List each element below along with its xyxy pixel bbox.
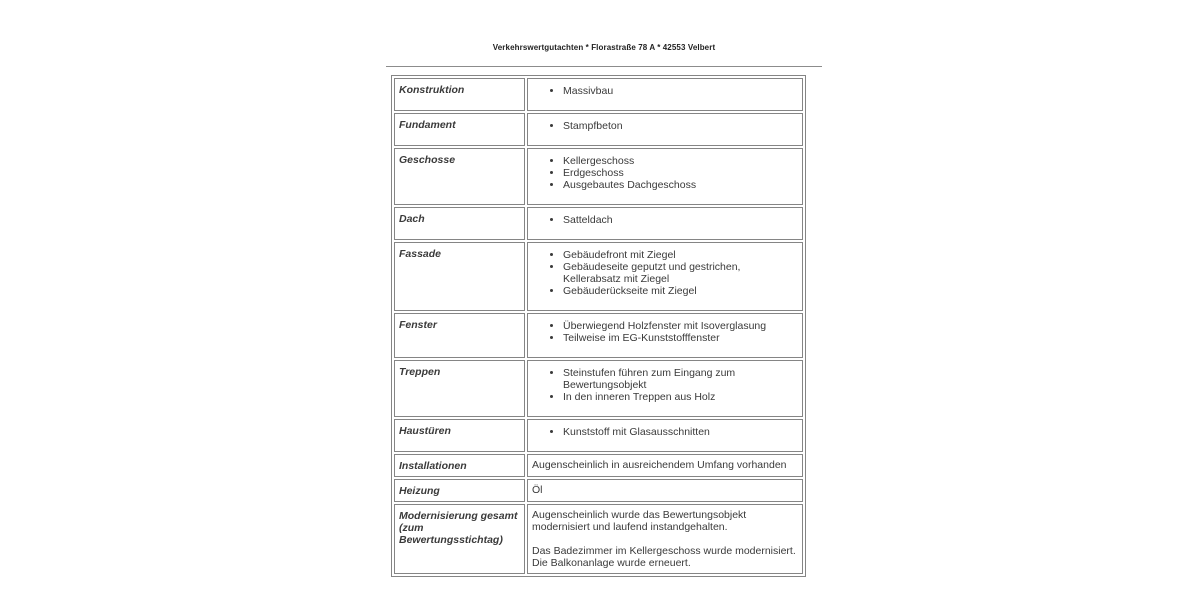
table-row [394,504,803,574]
building-details-table [391,75,806,577]
table-row [394,78,803,111]
row-label-cell [394,313,525,358]
row-value-cell [527,207,803,240]
bullet-item: • Gebäudefront mit Ziegel [563,249,799,261]
document-page [386,43,822,577]
row-value-cell [527,504,803,574]
bullet-list [530,426,799,447]
bullet-item: • In den inneren Treppen aus Holz [563,391,799,403]
row-label-line: Fassade [399,248,442,260]
bullet-item: • Kunststoff mit Glasausschnitten [563,426,799,438]
table-row [394,242,803,311]
bullet-item: • Steinstufen führen zum Eingang zum Bewertungsobjekt [563,367,799,391]
row-value-cell [527,148,803,205]
row-label-line: Treppen [399,366,441,378]
building-details-table-body [394,78,803,574]
bullet-item: • Teilweise im EG-Kunststofffenster [563,332,799,344]
row-label-line: Haustüren [399,425,451,437]
row-label-line: Fenster [399,319,437,331]
table-row [394,360,803,417]
row-label-cell [394,454,525,477]
row-label-cell [394,113,525,146]
bullet-item: • Gebäudeseite geputzt und gestrichen, Kellerabsatz mit Ziegel [563,261,799,285]
row-label-line: Geschosse [399,154,456,166]
document-header-title: Verkehrswertgutachten * Florastraße 78 A * 42553 Velbert [492,43,716,52]
row-label-cell [394,419,525,452]
row-label-line: Dach [399,213,425,225]
paragraph-line: Das Badezimmer im Kellergeschoss wurde modernisiert. [532,545,796,557]
bullet-item: • Überwiegend Holzfenster mit Isoverglasung [563,320,799,332]
bullet-item: • Kellergeschoss [563,155,799,167]
bullet-list [530,120,799,141]
row-label-line: Heizung [399,485,440,497]
row-label-cell [394,207,525,240]
row-value-cell [527,242,803,311]
row-label-line: Fundament [399,119,456,131]
paragraph-line: Augenscheinlich in ausreichendem Umfang vorhanden [532,459,787,471]
row-value-cell [527,454,803,477]
row-label-line: (zum Bewertungsstichtag) [399,522,503,546]
bullet-list [530,85,799,106]
table-row [394,113,803,146]
header-divider [386,66,822,67]
row-label-cell [394,242,525,311]
bullet-item: • Erdgeschoss [563,167,799,179]
value-paragraph [530,545,799,569]
row-label-cell [394,504,525,574]
bullet-list [530,214,799,235]
bullet-list [530,249,799,306]
row-label-line: Konstruktion [399,84,465,96]
row-label-line: Modernisierung gesamt [399,510,518,522]
bullet-item: • Gebäuderückseite mit Ziegel [563,285,799,297]
paragraph-line: Öl [532,484,543,496]
bullet-item: • Ausgebautes Dachgeschoss [563,179,799,191]
table-row [394,313,803,358]
bullet-list [530,155,799,200]
row-label-cell [394,479,525,502]
row-label-cell [394,360,525,417]
table-row [394,148,803,205]
row-value-cell [527,78,803,111]
bullet-list [530,320,799,353]
row-value-cell [527,479,803,502]
row-value-cell [527,113,803,146]
value-paragraph [530,509,799,533]
paragraph-line: Die Balkonanlage wurde erneuert. [532,557,691,569]
row-value-cell [527,419,803,452]
table-row [394,419,803,452]
bullet-item: • Satteldach [563,214,799,226]
paragraph-line: Augenscheinlich wurde das Bewertungsobjekt modernisiert und laufend instandgehalten. [532,509,747,533]
row-value-cell [527,313,803,358]
table-row [394,207,803,240]
bullet-list [530,367,799,412]
row-label-line: Installationen [399,460,467,472]
bullet-item: • Stampfbeton [563,120,799,132]
bullet-item: • Massivbau [563,85,799,97]
value-paragraph [530,484,799,496]
table-row [394,479,803,502]
value-paragraph [530,459,799,471]
row-label-cell [394,78,525,111]
row-value-cell [527,360,803,417]
table-row [394,454,803,477]
row-label-cell [394,148,525,205]
